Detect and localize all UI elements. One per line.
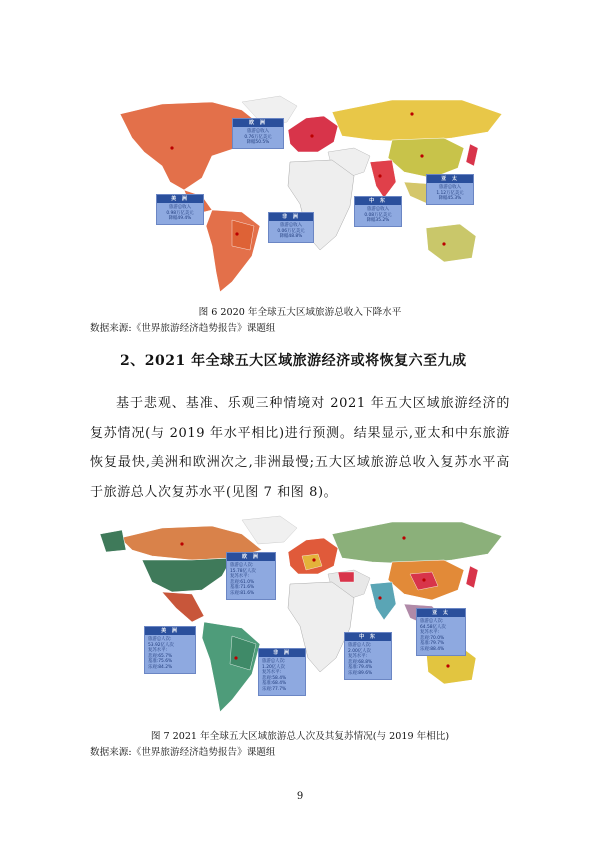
fig7-americas-line: 乐观:84.2%: [148, 664, 173, 670]
fig7-europe-line: 基准:71.6%: [230, 585, 255, 591]
fig7-asiapacific-title: 亚 太: [417, 609, 465, 617]
fig7-europe-line: 15.78亿人次: [230, 568, 256, 574]
fig7-asiapacific-line: 旅游总人次:: [420, 619, 444, 624]
figure7-source: 数据来源:《世界旅游经济趋势报告》课题组: [90, 747, 276, 758]
fig6-asiapacific-title: 亚 太: [427, 175, 473, 183]
fig7-americas-line: 悲观:65.7%: [148, 653, 173, 659]
fig7-africa-line: 复苏水平:: [262, 670, 282, 676]
fig7-middleeast-line: 乐观:89.6%: [348, 670, 373, 676]
fig6-americas-line: 降幅49.4%: [168, 216, 192, 222]
fig6-americas-line: 旅游总收入: [169, 205, 191, 210]
figure7-map: [92, 510, 510, 725]
fig7-europe-line: 乐观:81.6%: [230, 590, 255, 596]
fig7-europe-line: 悲观:61.0%: [230, 579, 255, 585]
figure6-source: 数据来源:《世界旅游经济趋势报告》课题组: [90, 323, 276, 334]
fig7-middleeast-line: 旅游总人次:: [348, 643, 372, 648]
fig7-middleeast-box: [344, 632, 392, 680]
fig6-middleeast-line: 降幅35.2%: [366, 218, 390, 224]
fig7-middleeast-line: 基准:79.4%: [348, 665, 373, 671]
fig7-americas-title: 美 洲: [145, 627, 195, 635]
figure7-caption: 图 7 2021 年全球五大区域旅游总人次及其复苏情况(与 2019 年相比): [150, 731, 450, 742]
fig6-europe-box: [232, 118, 284, 149]
fig6-americas-title: 美 洲: [157, 195, 203, 203]
fig7-europe-box: [226, 552, 276, 600]
fig6-africa-box: [268, 212, 314, 243]
fig7-africa-line: 旅游总人次:: [262, 659, 286, 664]
fig6-americas-box: [156, 194, 204, 225]
fig6-middleeast-line: 0.08万亿美元: [364, 212, 392, 218]
fig7-americas-line: 旅游总人次:: [148, 637, 172, 642]
figure6-map: [92, 86, 510, 301]
fig7-africa-title: 非 洲: [259, 649, 305, 657]
body-paragraph: 基于悲观、基准、乐观三种情境对 2021 年五大区域旅游经济的复苏情况(与 2019 年水平相比)进行预测。结果显示,亚太和中东旅游恢复最快,美洲和欧洲次之,非洲最慢;五大区域旅游总收入复苏水平高于旅游总人次复苏水平(见图 7 和图 8)。: [90, 396, 510, 500]
fig6-asiapacific-line: 1.12万亿美元: [436, 190, 464, 196]
fig7-asiapacific-line: 复苏水平:: [420, 630, 440, 636]
fig7-middleeast-line: 2.00亿人次: [348, 648, 371, 654]
fig7-americas-line: 基准:75.6%: [148, 659, 173, 665]
fig7-europe-line: 旅游总人次:: [230, 563, 254, 568]
fig7-africa-line: 1.20亿人次: [262, 664, 285, 670]
fig7-europe-title: 欧 洲: [227, 553, 275, 561]
fig6-africa-title: 非 洲: [269, 213, 313, 221]
fig6-europe-title: 欧 洲: [233, 119, 283, 127]
fig6-africa-line: 降幅48.8%: [279, 234, 303, 240]
fig7-africa-box: [258, 648, 306, 696]
fig7-middleeast-line: 复苏水平:: [348, 654, 368, 660]
fig7-africa-line: 基准:68.4%: [262, 681, 287, 687]
figure6-caption: 图 6 2020 年全球五大区域旅游总收入下降水平: [198, 307, 402, 318]
section-heading: 2、2021 年全球五大区域旅游经济或将恢复六至九成: [120, 353, 467, 369]
fig7-middleeast-line: 悲观:68.8%: [348, 659, 373, 665]
fig7-asiapacific-line: 乐观:88.4%: [420, 646, 445, 652]
fig7-americas-line: 53.92亿人次: [148, 642, 174, 648]
fig6-middleeast-title: 中 东: [355, 197, 401, 205]
fig6-europe-line: 降幅50.5%: [246, 140, 270, 146]
fig6-africa-line: 0.06万亿美元: [277, 228, 305, 234]
fig6-europe-line: 旅游总收入: [247, 129, 269, 134]
fig7-americas-box: [144, 626, 196, 674]
fig6-asiapacific-line: 降幅45.3%: [438, 196, 462, 202]
fig7-asiapacific-line: 基准:79.7%: [420, 641, 445, 647]
fig7-asiapacific-box: [416, 608, 466, 656]
fig7-americas-line: 复苏水平:: [148, 648, 168, 654]
fig7-asiapacific-line: 64.58亿人次: [420, 624, 446, 630]
fig7-europe-line: 复苏水平:: [230, 574, 250, 580]
fig6-middleeast-box: [354, 196, 402, 227]
fig6-americas-line: 0.98万亿美元: [166, 210, 194, 216]
fig6-europe-line: 0.76万亿美元: [244, 134, 272, 140]
fig6-africa-line: 旅游总收入: [280, 223, 302, 228]
fig7-africa-line: 乐观:77.7%: [262, 686, 287, 692]
fig6-asiapacific-box: [426, 174, 474, 205]
fig7-africa-line: 悲观:58.4%: [262, 675, 287, 681]
page-number: 9: [296, 791, 304, 802]
fig6-asiapacific-line: 旅游总收入: [439, 185, 461, 190]
fig7-middleeast-title: 中 东: [345, 633, 391, 641]
fig7-asiapacific-line: 悲观:70.0%: [420, 635, 445, 641]
fig6-middleeast-line: 旅游总收入: [367, 207, 389, 212]
